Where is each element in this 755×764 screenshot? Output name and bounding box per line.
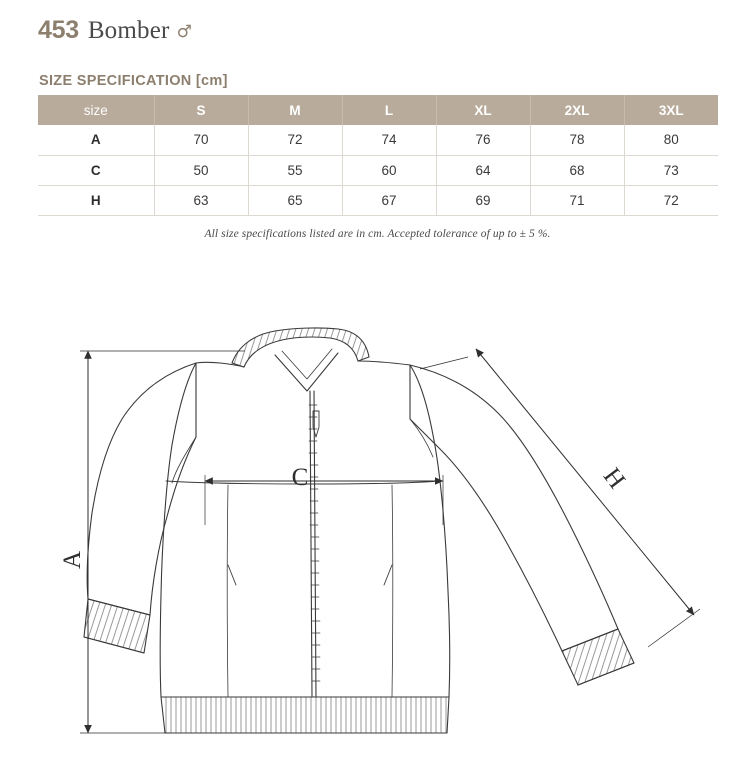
size-specification-table	[38, 95, 718, 216]
garment-technical-drawing	[0, 285, 755, 764]
dimension-label-h: H	[597, 463, 631, 494]
product-code: 453	[38, 16, 79, 44]
cell-h-s: 63	[154, 185, 248, 215]
cell-c-m: 55	[248, 155, 342, 185]
cell-c-l: 60	[342, 155, 436, 185]
row-label-h: H	[38, 185, 154, 215]
cell-h-m: 65	[248, 185, 342, 215]
page-title	[38, 16, 192, 45]
row-label-a: A	[38, 125, 154, 155]
column-header-m: M	[248, 95, 342, 125]
cell-a-2xl: 78	[530, 125, 624, 155]
row-label-c: C	[38, 155, 154, 185]
product-name: Bomber	[87, 17, 170, 44]
cell-h-xl: 69	[436, 185, 530, 215]
cell-a-xl: 76	[436, 125, 530, 155]
table-row	[38, 185, 718, 215]
table-corner-label: size	[38, 95, 154, 125]
male-symbol-icon: ♂	[176, 22, 192, 42]
cell-a-s: 70	[154, 125, 248, 155]
cell-h-l: 67	[342, 185, 436, 215]
cell-c-2xl: 68	[530, 155, 624, 185]
cell-h-3xl: 72	[624, 185, 718, 215]
table-row	[38, 155, 718, 185]
tolerance-note: All size specifications listed are in cm. Accepted tolerance of up to ± 5 %.	[204, 228, 551, 240]
table-header-row	[38, 95, 718, 125]
dimension-label-c: C	[291, 464, 309, 491]
table-row	[38, 125, 718, 155]
cell-h-2xl: 71	[530, 185, 624, 215]
column-header-l: L	[342, 95, 436, 125]
cell-c-3xl: 73	[624, 155, 718, 185]
column-header-s: S	[154, 95, 248, 125]
cell-a-m: 72	[248, 125, 342, 155]
dimension-label-a: A	[59, 550, 86, 570]
column-header-xl: XL	[436, 95, 530, 125]
size-specification-heading: SIZE SPECIFICATION [cm]	[39, 73, 228, 89]
column-header-2xl: 2XL	[530, 95, 624, 125]
cell-a-3xl: 80	[624, 125, 718, 155]
cell-c-xl: 64	[436, 155, 530, 185]
column-header-3xl: 3XL	[624, 95, 718, 125]
cell-c-s: 50	[154, 155, 248, 185]
cell-a-l: 74	[342, 125, 436, 155]
